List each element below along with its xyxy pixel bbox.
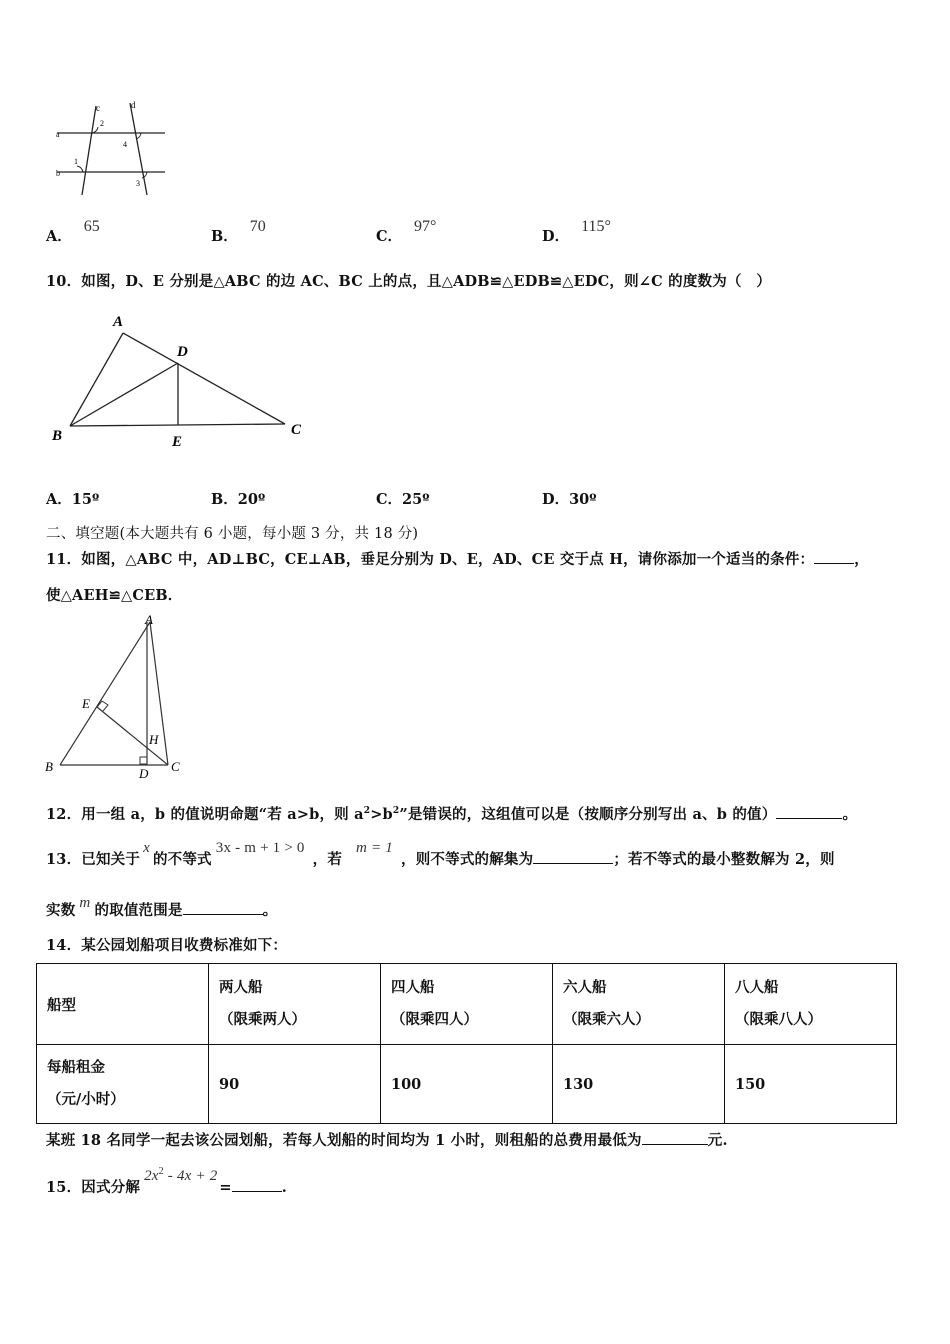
q9-label-1: 1: [74, 157, 78, 166]
q9-figure: [52, 100, 172, 195]
q10-option-c-letter: C．: [376, 491, 403, 508]
price-eight: 150: [725, 1045, 897, 1124]
q11-text: 11．如图，△ABC 中，AD⊥BC，CE⊥AB，垂足分别为 D、E，AD、CE 交于点 H，请你添加一个适当的条件：: [46, 551, 815, 568]
q11-answer-blank[interactable]: [814, 549, 854, 564]
q9-option-a-letter: A．: [46, 228, 72, 245]
q10-label-a: A: [113, 314, 124, 330]
price-four: 100: [381, 1045, 553, 1124]
q12-text-c: ”是错误的，这组值可以是（按顺序分别写出 a、b 的值）: [399, 806, 777, 823]
q15-line: [46, 1164, 287, 1196]
q13-inequality: 3x - m + 1 > 0: [215, 840, 305, 856]
q10-option-a[interactable]: [46, 488, 99, 509]
q11-label-d: D: [139, 766, 149, 781]
row-label-1: 每船租金: [47, 1059, 105, 1076]
q15-eq: =: [219, 1179, 232, 1196]
q14-after-a: 某班 18 名同学一起去该公园划船，若每人划船的时间均为 1 小时，则租船的总费用最低为: [46, 1132, 642, 1149]
q13-p2: 的不等式: [152, 851, 212, 868]
q13-range-blank[interactable]: [183, 900, 263, 915]
q9-option-b-letter: B．: [211, 228, 238, 245]
col-four-note: （限乘四人）: [391, 1011, 478, 1028]
q11-label-e: E: [82, 696, 90, 711]
q14-stem: 14．某公园划船项目收费标准如下：: [46, 937, 288, 954]
q9-label-b: b: [56, 169, 60, 178]
q9-option-c-letter: C．: [376, 228, 403, 245]
q13-line1: [46, 836, 835, 870]
q12-line: [46, 803, 857, 824]
q10-figure: [48, 308, 318, 458]
q13-solution-blank[interactable]: [533, 849, 613, 864]
col-two-name: 两人船: [219, 979, 263, 996]
q15-expr-b: - 4x + 2: [163, 1168, 218, 1184]
q12-text-a: 12．用一组 a，b 的值说明命题“若 a>b，则 a: [46, 806, 364, 823]
q10-option-d-value: 30º: [569, 491, 597, 508]
q10-label-e: E: [172, 434, 183, 450]
q9-option-c[interactable]: [376, 215, 437, 245]
table-col-four: [381, 964, 553, 1045]
q15-expression: [144, 1168, 217, 1184]
q10-label-d: D: [177, 344, 188, 360]
q13-end: 。: [262, 902, 278, 919]
row-label-2: （元/小时）: [47, 1091, 125, 1108]
q9-label-a: a: [56, 130, 60, 139]
fee-table: [36, 963, 897, 1124]
q13-line2: [46, 895, 278, 919]
q13-p7: 的取值范围是: [94, 902, 183, 919]
q11-line1-end: ，: [854, 551, 869, 568]
q9-option-c-value: 97°: [414, 218, 437, 235]
q10-option-d-letter: D．: [542, 491, 570, 508]
q11-label-a: A: [145, 612, 153, 627]
q10-option-b[interactable]: [211, 488, 265, 509]
q10-label-b: B: [52, 428, 63, 444]
q10-stem: 10．如图，D、E 分别是△ABC 的边 AC、BC 上的点，且△ADB≌△EDB≌△EDC，则∠C 的度数为（ ）: [46, 273, 772, 290]
q9-label-d: d: [131, 100, 136, 110]
q13-p4: ，则不等式的解集为: [401, 851, 534, 868]
q9-option-b[interactable]: [211, 215, 266, 245]
q10-option-b-letter: B．: [211, 491, 238, 508]
q10-label-c: C: [291, 422, 302, 438]
q12-text-b: >b: [370, 806, 393, 823]
q9-option-d-letter: D．: [542, 228, 570, 245]
q13-condition: m = 1: [356, 840, 394, 856]
q13-var-x: x: [143, 840, 150, 856]
table-col-two: [209, 964, 381, 1045]
q10-option-a-letter: A．: [46, 491, 72, 508]
q9-option-a-value: 65: [83, 218, 100, 235]
q15-expr-a: 2x: [144, 1168, 159, 1184]
q14-answer-blank[interactable]: [642, 1130, 708, 1145]
q12-end: 。: [842, 806, 858, 823]
section2-title: 二、填空题(本大题共有 6 小题，每小题 3 分，共 18 分): [46, 526, 419, 542]
col-eight-note: （限乘八人）: [735, 1011, 822, 1028]
q9-option-d[interactable]: [542, 215, 611, 245]
table-col-eight: [725, 964, 897, 1045]
table-row-label: [37, 1045, 209, 1124]
q11-line2: 使△AEH≌△CEB．: [46, 587, 183, 604]
q9-label-4: 4: [123, 140, 127, 149]
q11-label-h: H: [149, 732, 159, 747]
q13-p5: ；若不等式的最小整数解为 2，则: [613, 851, 835, 868]
q15-expr-sup: 2: [158, 1166, 164, 1177]
q14-after-b: 元.: [707, 1132, 728, 1149]
q13-var-m: m: [79, 895, 91, 911]
q10-option-b-value: 20º: [237, 491, 266, 508]
q12-sup1: 2: [363, 806, 371, 817]
q9-label-3: 3: [136, 179, 140, 188]
q11-figure: [42, 612, 192, 782]
price-two: 90: [209, 1045, 381, 1124]
q11-line1: [46, 548, 869, 569]
q10-option-d[interactable]: [542, 488, 597, 509]
q13-p6: 实数: [46, 902, 76, 919]
q15-end: .: [281, 1179, 288, 1196]
col-six-name: 六人船: [563, 979, 607, 996]
q9-label-2: 2: [100, 119, 104, 128]
q11-label-c: C: [171, 759, 180, 774]
q13-p1: 13．已知关于: [46, 851, 141, 868]
table-row: [37, 1045, 897, 1124]
q12-sup2: 2: [392, 806, 400, 817]
q13-p3: ，若: [312, 851, 343, 868]
table-row: [37, 964, 897, 1045]
q15-answer-blank[interactable]: [232, 1177, 282, 1192]
q10-option-c-value: 25º: [402, 491, 430, 508]
q9-option-d-value: 115°: [581, 218, 611, 235]
q9-option-b-value: 70: [249, 218, 266, 235]
q15-text: 15．因式分解: [46, 1179, 141, 1196]
q10-option-a-value: 15º: [71, 491, 100, 508]
col-eight-name: 八人船: [735, 979, 779, 996]
q11-label-b: B: [45, 759, 53, 774]
col-two-note: （限乘两人）: [219, 1011, 306, 1028]
col-six-note: （限乘六人）: [563, 1011, 650, 1028]
table-header-label: 船型: [37, 964, 209, 1045]
table-col-six: [553, 964, 725, 1045]
q10-option-c[interactable]: [376, 488, 429, 509]
q9-label-c: c: [96, 103, 100, 113]
q12-answer-blank[interactable]: [776, 804, 842, 819]
q14-after: [46, 1129, 728, 1150]
q9-option-a[interactable]: [46, 215, 100, 245]
price-six: 130: [553, 1045, 725, 1124]
col-four-name: 四人船: [391, 979, 435, 996]
